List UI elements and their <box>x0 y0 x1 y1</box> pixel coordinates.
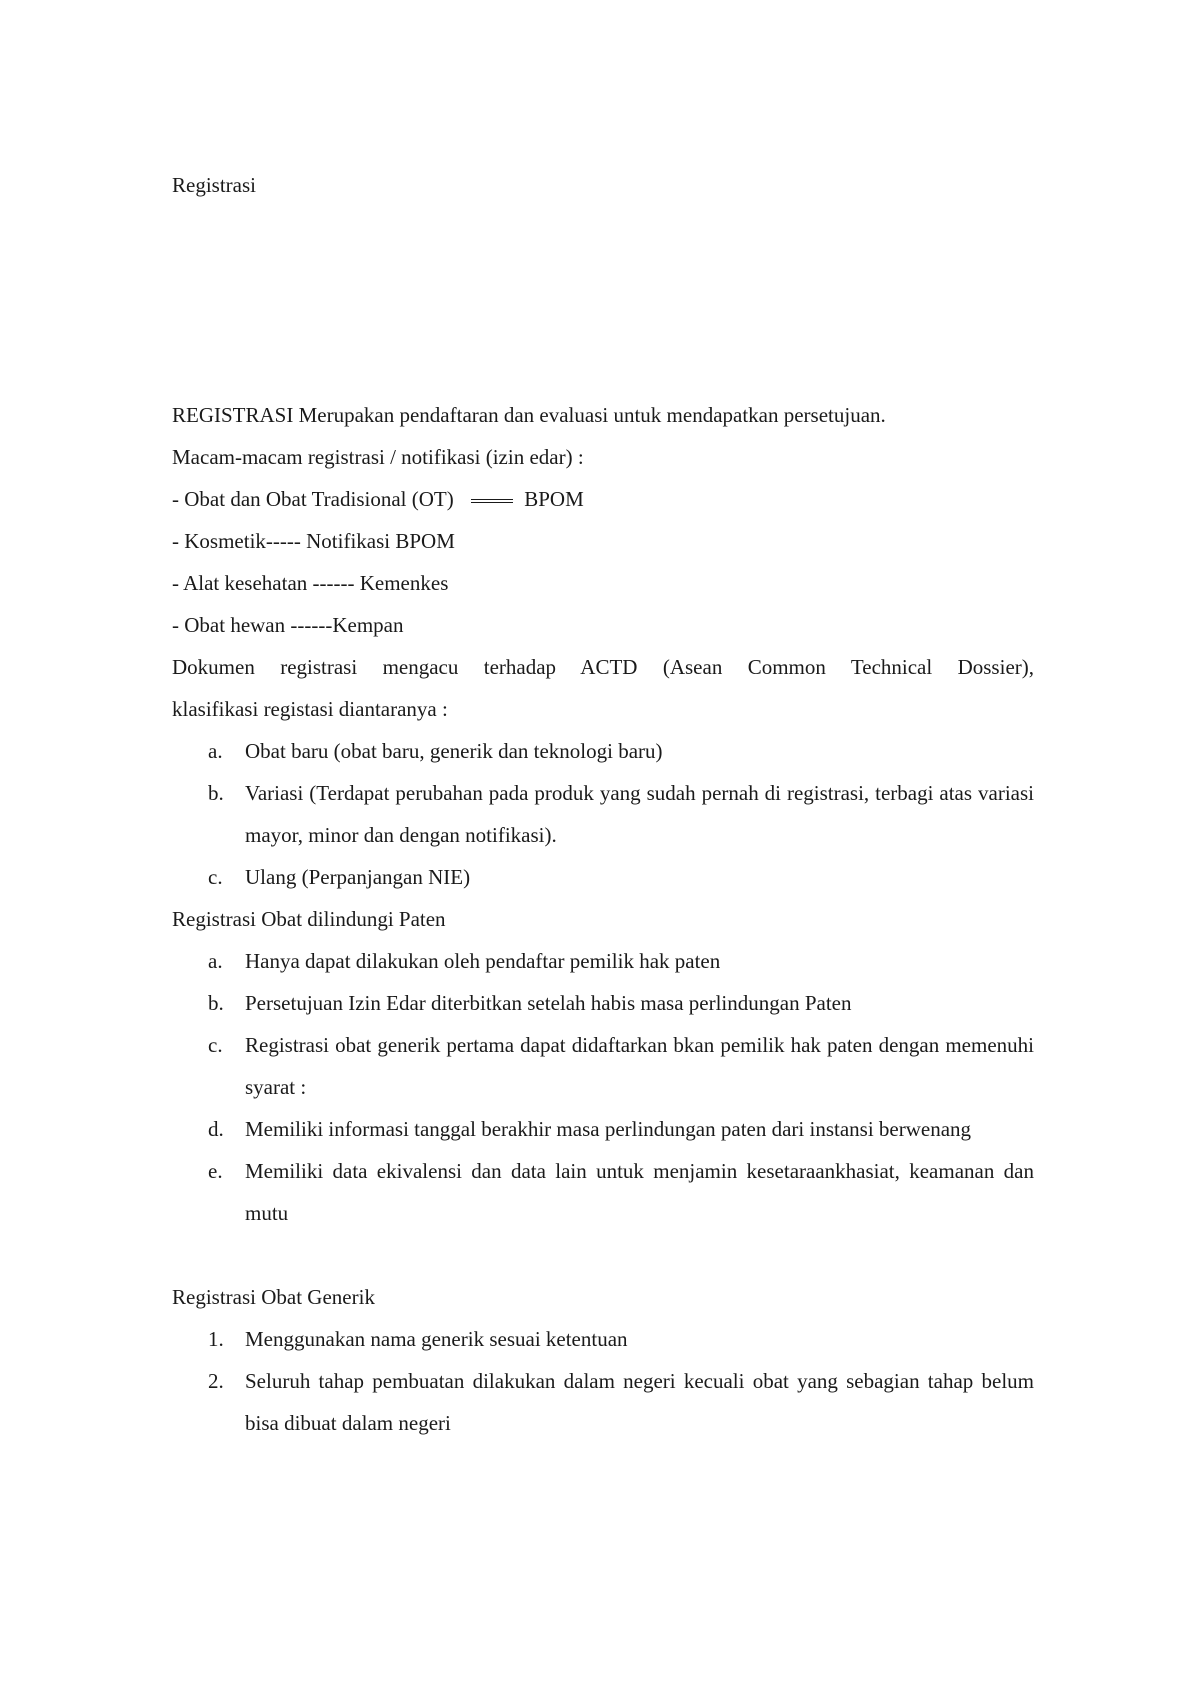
list-item-text: Ulang (Perpanjangan NIE) <box>245 865 471 889</box>
list-item-text: Memiliki informasi tanggal berakhir masa perlindungan paten dari instansi berwenang <box>245 1117 972 1141</box>
macam-item-target: BPOM <box>524 487 584 511</box>
list-item-text: Menggunakan nama generik sesuai ketentuan <box>245 1327 628 1351</box>
generik-list <box>172 1318 1034 1444</box>
list-marker: 1. <box>208 1327 224 1351</box>
paten-list <box>172 940 1034 1234</box>
list-item <box>172 1318 1034 1360</box>
document-title: Registrasi <box>172 173 256 197</box>
list-marker: c. <box>208 1033 223 1057</box>
list-item <box>172 1150 1034 1234</box>
macam-heading: Macam-macam registrasi / notifikasi (izin edar) : <box>172 445 584 469</box>
list-marker: d. <box>208 1117 224 1141</box>
list-item <box>172 1360 1034 1444</box>
macam-item: - Kosmetik----- Notifikasi BPOM <box>172 529 455 553</box>
dokumen-paragraph-line-2: klasifikasi registasi diantaranya : <box>172 697 448 721</box>
list-item-text: Registrasi obat generik pertama dapat didaftarkan bkan pemilik hak paten dengan memenuhi syarat : <box>245 1033 1034 1099</box>
klasifikasi-list <box>172 730 1034 898</box>
double-line-arrow-icon <box>471 497 513 505</box>
list-marker: b. <box>208 781 224 805</box>
list-item-text: Seluruh tahap pembuatan dilakukan dalam negeri kecuali obat yang sebagian tahap belum bisa dibuat dalam negeri <box>245 1369 1034 1435</box>
paten-heading: Registrasi Obat dilindungi Paten <box>172 907 446 931</box>
list-item <box>172 940 1034 982</box>
list-marker: e. <box>208 1159 223 1183</box>
list-item <box>172 856 1034 898</box>
list-item-text: Variasi (Terdapat perubahan pada produk yang sudah pernah di registrasi, terbagi atas variasi mayor, minor dan dengan notifikasi). <box>245 781 1034 847</box>
macam-item: - Obat hewan ------Kempan <box>172 613 404 637</box>
list-marker: a. <box>208 949 223 973</box>
intro-paragraph: REGISTRASI Merupakan pendaftaran dan evaluasi untuk mendapatkan persetujuan. <box>172 403 886 427</box>
list-item <box>172 982 1034 1024</box>
list-marker: b. <box>208 991 224 1015</box>
list-item <box>172 1108 1034 1150</box>
macam-item <box>172 478 1034 520</box>
macam-item-label: - Obat dan Obat Tradisional (OT) <box>172 487 454 511</box>
list-marker: a. <box>208 739 223 763</box>
list-marker: c. <box>208 865 223 889</box>
generik-heading: Registrasi Obat Generik <box>172 1285 375 1309</box>
list-marker: 2. <box>208 1369 224 1393</box>
list-item-text: Memiliki data ekivalensi dan data lain untuk menjamin kesetaraankhasiat, keamanan dan mutu <box>245 1159 1034 1225</box>
list-item <box>172 772 1034 856</box>
list-item-text: Obat baru (obat baru, generik dan teknologi baru) <box>245 739 663 763</box>
list-item-text: Hanya dapat dilakukan oleh pendaftar pemilik hak paten <box>245 949 721 973</box>
list-item <box>172 1024 1034 1108</box>
macam-item: - Alat kesehatan ------ Kemenkes <box>172 571 449 595</box>
dokumen-paragraph-line-1: Dokumen registrasi mengacu terhadap ACTD (Asean Common Technical Dossier), <box>172 655 1034 679</box>
list-item <box>172 730 1034 772</box>
document-content <box>172 164 1034 1444</box>
list-item-text: Persetujuan Izin Edar diterbitkan setelah habis masa perlindungan Paten <box>245 991 852 1015</box>
